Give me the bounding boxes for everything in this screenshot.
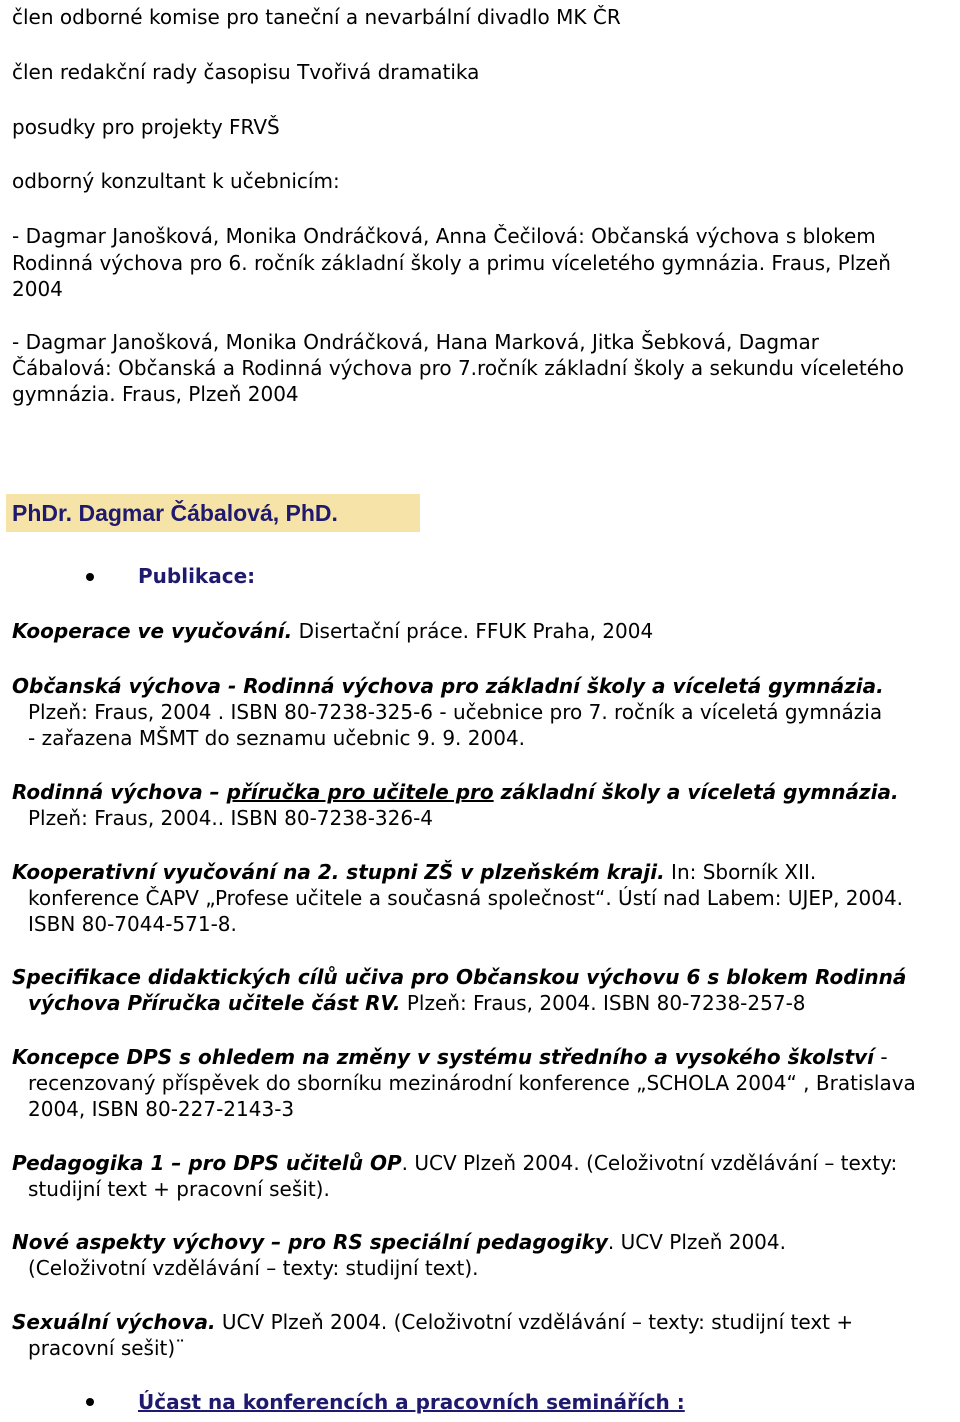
textbook-entry-line: 2004 bbox=[12, 277, 63, 301]
publication-detail: (Celoživotní vzdělávání – texty: studijní text). bbox=[28, 1256, 479, 1280]
textbook-entry-line: - Dagmar Janošková, Monika Ondráčková, Hana Marková, Jitka Šebková, Dagmar bbox=[12, 330, 820, 354]
publication-detail: pracovní sešit)¨ bbox=[28, 1336, 186, 1360]
publication-title: Rodinná výchova – příručka pro učitele pro základní školy a víceletá gymnázia. bbox=[12, 780, 899, 804]
publication-detail: konference ČAPV „Profese učitele a současná společnost“. Ústí nad Labem: UJEP, 2004. bbox=[28, 886, 904, 910]
publication-entry: výchova Příručka učitele část RV. Plzeň: Fraus, 2004. ISBN 80-7238-257-8 bbox=[28, 991, 806, 1015]
person-name-banner bbox=[6, 494, 420, 532]
textbook-entry-line: Čábalová: Občanská a Rodinná výchova pro 7.ročník základní školy a sekundu víceletého bbox=[12, 356, 904, 380]
membership-line: odborný konzultant k učebnicím: bbox=[12, 169, 340, 193]
publication-entry: Nové aspekty výchovy – pro RS speciální pedagogiky. UCV Plzeň 2004. bbox=[12, 1230, 786, 1254]
membership-line: člen odborné komise pro taneční a nevarbální divadlo MK ČR bbox=[12, 5, 621, 29]
publication-entry: Pedagogika 1 – pro DPS učitelů OP. UCV Plzeň 2004. (Celoživotní vzdělávání – texty: bbox=[12, 1151, 898, 1175]
person-name: PhDr. Dagmar Čábalová, PhD. bbox=[12, 500, 338, 526]
conferences-heading: Účast na konferencích a pracovních seminářích : bbox=[138, 1390, 685, 1414]
bullet-icon bbox=[86, 573, 94, 581]
publication-detail: Plzeň: Fraus, 2004 . ISBN 80-7238-325-6 - učebnice pro 7. ročník a víceletá gymnázia bbox=[28, 700, 883, 724]
publication-title: Občanská výchova - Rodinná výchova pro základní školy a víceletá gymnázia. bbox=[12, 674, 884, 698]
publication-entry: Kooperace ve vyučování. Disertační práce. FFUK Praha, 2004 bbox=[12, 619, 654, 643]
publication-title: Specifikace didaktických cílů učiva pro Občanskou výchovu 6 s blokem Rodinná bbox=[12, 965, 907, 989]
membership-line: člen redakční rady časopisu Tvořivá dramatika bbox=[12, 60, 480, 84]
publication-detail: Plzeň: Fraus, 2004.. ISBN 80-7238-326-4 bbox=[28, 806, 434, 830]
publication-detail: - zařazena MŠMT do seznamu učebnic 9. 9. 2004. bbox=[28, 726, 526, 750]
publication-entry: Kooperativní vyučování na 2. stupni ZŠ v plzeňském kraji. In: Sborník XII. bbox=[12, 860, 817, 884]
publication-detail: 2004, ISBN 80-227-2143-3 bbox=[28, 1097, 295, 1121]
publication-entry: Koncepce DPS s ohledem na změny v systému středního a vysokého školství - bbox=[12, 1045, 888, 1069]
textbook-entry-line: - Dagmar Janošková, Monika Ondráčková, Anna Čečilová: Občanská výchova s blokem bbox=[12, 224, 876, 248]
publication-detail: recenzovaný příspěvek do sborníku mezinárodní konference „SCHOLA 2004“ , Bratislava bbox=[28, 1071, 916, 1095]
bullet-icon bbox=[86, 1398, 94, 1406]
textbook-entry-line: Rodinná výchova pro 6. ročník základní školy a primu víceletého gymnázia. Fraus, Plzeň bbox=[12, 251, 891, 275]
publications-heading: Publikace: bbox=[138, 564, 256, 588]
membership-line: posudky pro projekty FRVŠ bbox=[12, 115, 280, 139]
textbook-entry-line: gymnázia. Fraus, Plzeň 2004 bbox=[12, 382, 299, 406]
publication-detail: studijní text + pracovní sešit). bbox=[28, 1177, 330, 1201]
publication-detail: ISBN 80-7044-571-8. bbox=[28, 912, 237, 936]
publication-entry: Sexuální výchova. UCV Plzeň 2004. (Celoživotní vzdělávání – texty: studijní text + bbox=[12, 1310, 854, 1334]
